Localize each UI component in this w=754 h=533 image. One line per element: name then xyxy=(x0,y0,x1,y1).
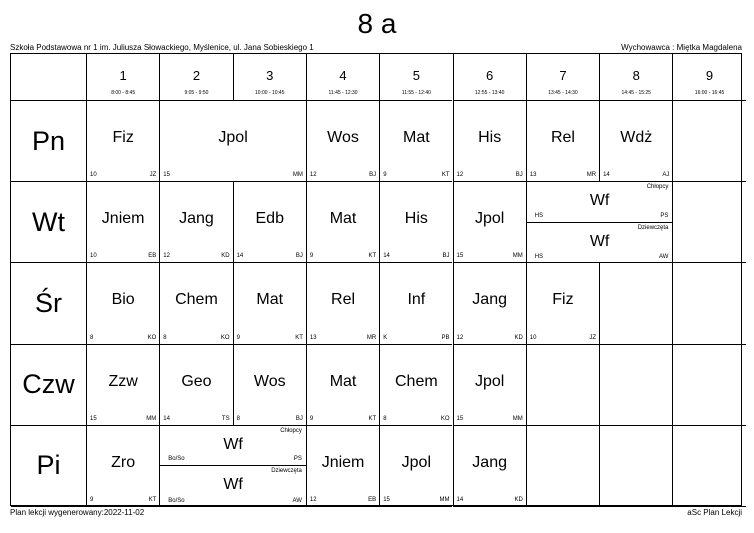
period-header xyxy=(306,54,379,101)
teacher-code: MR xyxy=(366,334,377,341)
group-name: Chłopcy xyxy=(280,427,302,434)
room: 9 xyxy=(383,172,387,179)
lesson-cell xyxy=(526,263,599,344)
group-name: Dziewczęta xyxy=(271,468,302,475)
period-number: 6 xyxy=(486,68,494,83)
room: 10 xyxy=(90,172,97,179)
teacher-code: MM xyxy=(512,415,523,422)
period-header xyxy=(159,54,232,101)
group-lesson xyxy=(527,182,673,223)
room: 8 xyxy=(236,415,240,422)
subject: Wf xyxy=(223,476,243,494)
corner-cell xyxy=(11,54,86,101)
period-time: 11:45 - 12:30 xyxy=(328,90,358,96)
teacher-code: KT xyxy=(148,496,157,503)
lesson-cell xyxy=(453,426,526,507)
subject: Jang xyxy=(472,291,507,309)
group-lesson xyxy=(160,426,306,467)
period-time: 12:55 - 13:40 xyxy=(474,90,505,96)
lesson-cell xyxy=(599,101,672,182)
empty-cell xyxy=(672,426,745,507)
empty-cell xyxy=(672,263,745,344)
room: Bo/So xyxy=(168,497,185,504)
lesson-cell xyxy=(306,263,379,344)
period-number: 3 xyxy=(266,68,274,83)
period-number: 9 xyxy=(705,68,714,83)
subject: Wf xyxy=(223,435,243,453)
teacher-code: KT xyxy=(441,172,450,179)
day-label: Czw xyxy=(11,345,86,426)
period-number: 4 xyxy=(339,68,347,83)
lesson-cell xyxy=(159,182,232,263)
empty-cell xyxy=(599,345,672,426)
class-title: 8 a xyxy=(357,8,397,39)
teacher-code: MM xyxy=(512,253,523,260)
room: 15 xyxy=(383,496,390,503)
room: 12 xyxy=(163,253,170,260)
subject: Mat xyxy=(329,372,357,390)
teacher-code: KT xyxy=(295,334,303,341)
software-credit: aSc Plan Lekcji xyxy=(687,508,742,517)
subject: Jpol xyxy=(474,210,505,228)
room: 9 xyxy=(309,415,314,422)
lesson-cell xyxy=(233,345,306,426)
room: 15 xyxy=(163,172,170,179)
period-time: 14:45 - 15:25 xyxy=(621,90,651,96)
room: 15 xyxy=(456,415,464,422)
teacher-code: KD xyxy=(514,334,523,341)
room: HS xyxy=(534,212,544,219)
period-header xyxy=(453,54,526,101)
subject: Chem xyxy=(394,372,438,390)
lesson-cell xyxy=(306,345,379,426)
teacher-code: AW xyxy=(292,497,302,504)
empty-cell xyxy=(672,182,745,263)
room: 13 xyxy=(529,172,537,179)
subject: Inf xyxy=(407,291,426,309)
lesson-cell xyxy=(86,345,159,426)
group-name: Chłopcy xyxy=(646,184,669,191)
lesson-cell xyxy=(159,345,232,426)
lesson-cell xyxy=(86,426,159,507)
room: 15 xyxy=(456,253,464,260)
teacher-code: BJ xyxy=(295,415,303,422)
lesson-cell xyxy=(379,345,452,426)
period-header xyxy=(672,54,745,101)
group-lesson xyxy=(160,466,306,507)
empty-cell xyxy=(599,426,672,507)
period-header xyxy=(526,54,599,101)
subject: Wos xyxy=(327,129,359,146)
subject: Wos xyxy=(253,372,286,390)
teacher-code: JZ xyxy=(149,172,157,179)
lesson-cell xyxy=(86,263,159,344)
teacher-code: MM xyxy=(292,172,303,179)
subject: Wf xyxy=(589,232,610,250)
lesson-cell xyxy=(306,182,379,263)
teacher-code: KD xyxy=(221,253,230,260)
period-header xyxy=(233,54,306,101)
teacher-code: BJ xyxy=(295,253,303,260)
lesson-cell xyxy=(379,263,452,344)
lesson-cell xyxy=(453,263,526,344)
lesson-cell xyxy=(526,182,673,263)
room: 13 xyxy=(309,334,317,341)
teacher-code: MR xyxy=(586,172,597,179)
lesson-cell xyxy=(379,426,452,507)
subject: Jniem xyxy=(101,210,145,228)
empty-cell xyxy=(526,345,599,426)
lesson-cell xyxy=(379,182,452,263)
lesson-cell xyxy=(453,101,526,182)
lesson-cell xyxy=(159,426,306,507)
subject: Jang xyxy=(472,453,507,471)
lesson-cell xyxy=(306,101,379,182)
day-label: Wt xyxy=(11,182,86,263)
period-number: 2 xyxy=(192,68,201,83)
homeroom-teacher: Wychowawca : Miętka Magdalena xyxy=(621,43,742,52)
teacher-code: BJ xyxy=(442,253,450,260)
room: 12 xyxy=(309,172,317,179)
lesson-cell xyxy=(159,263,232,344)
subject: Mat xyxy=(403,129,430,146)
subject: Chem xyxy=(175,291,218,309)
period-header xyxy=(379,54,452,101)
lesson-cell xyxy=(159,101,306,182)
group-name: Dziewczęta xyxy=(637,224,669,231)
lesson-cell xyxy=(86,182,159,263)
room: K xyxy=(383,334,388,341)
teacher-code: KT xyxy=(368,253,377,260)
teacher-code: EB xyxy=(148,253,157,260)
subject: Wdż xyxy=(620,129,653,146)
empty-cell xyxy=(672,101,745,182)
empty-cell xyxy=(672,345,745,426)
room: 12 xyxy=(456,172,464,179)
empty-cell xyxy=(526,426,599,507)
teacher-code: KD xyxy=(514,496,523,503)
room: 9 xyxy=(236,334,240,341)
period-number: 7 xyxy=(559,68,567,83)
teacher-code: MM xyxy=(439,496,450,503)
subject: Fiz xyxy=(112,129,134,146)
subject: Jniem xyxy=(321,453,365,471)
teacher-code: KT xyxy=(368,415,377,422)
room: 8 xyxy=(163,334,167,341)
subject: Mat xyxy=(256,291,284,309)
day-label: Pi xyxy=(11,426,86,507)
room: 9 xyxy=(309,253,314,260)
lesson-cell xyxy=(233,263,306,344)
lesson-cell xyxy=(379,101,452,182)
lesson-cell xyxy=(453,182,526,263)
room: 9 xyxy=(90,496,94,503)
room: 8 xyxy=(90,334,94,341)
period-number: 8 xyxy=(632,68,640,83)
teacher-code: BJ xyxy=(515,172,523,179)
period-header xyxy=(599,54,672,101)
room: 14 xyxy=(383,253,390,260)
room: 12 xyxy=(456,334,464,341)
subject: His xyxy=(478,129,502,146)
timetable-grid xyxy=(10,53,742,506)
teacher-code: BJ xyxy=(369,172,377,179)
room: 12 xyxy=(309,496,317,503)
period-number: 1 xyxy=(119,68,127,83)
lesson-cell xyxy=(306,426,379,507)
subject: Bio xyxy=(111,291,135,309)
teacher-code: KO xyxy=(440,415,450,422)
room: 15 xyxy=(90,415,97,422)
teacher-code: EB xyxy=(368,496,377,503)
teacher-code: PB xyxy=(441,334,450,341)
lesson-cell xyxy=(453,345,526,426)
period-time: 11:55 - 12:40 xyxy=(401,90,431,96)
subject: Jang xyxy=(179,210,214,228)
room: Bo/So xyxy=(168,456,185,463)
period-time: 13:45 - 14:30 xyxy=(548,90,578,96)
period-time: 10:00 - 10:45 xyxy=(255,90,285,96)
room: 14 xyxy=(236,253,244,260)
teacher-code: TS xyxy=(221,415,230,422)
generated-date: Plan lekcji wygenerowany:2022-11-02 xyxy=(10,508,145,517)
empty-cell xyxy=(599,263,672,344)
subject: Rel xyxy=(331,291,356,309)
school-name: Szkoła Podstawowa nr 1 im. Juliusza Słowackiego, Myślenice, ul. Jana Sobieskiego 1 xyxy=(10,43,314,52)
subject: Jpol xyxy=(218,129,248,146)
period-number: 5 xyxy=(412,68,420,83)
teacher-code: JZ xyxy=(589,334,597,341)
subject: Edb xyxy=(255,210,284,228)
teacher-code: PS xyxy=(660,212,669,219)
teacher-code: MM xyxy=(146,415,157,422)
subject: Rel xyxy=(550,129,575,146)
lesson-cell xyxy=(526,101,599,182)
room: 8 xyxy=(383,415,387,422)
room: HS xyxy=(534,254,544,261)
subject: His xyxy=(404,210,428,228)
group-lesson xyxy=(527,223,673,264)
period-time: 9:05 - 9:50 xyxy=(184,90,209,96)
day-label: Pn xyxy=(11,101,86,182)
subject: Wf xyxy=(589,192,610,210)
room: 14 xyxy=(456,496,464,503)
room: 10 xyxy=(90,253,97,260)
subject: Zro xyxy=(111,453,136,471)
teacher-code: AW xyxy=(658,254,669,261)
subject: Zzw xyxy=(108,372,138,390)
day-label: Śr xyxy=(11,263,86,344)
subject: Mat xyxy=(329,210,357,228)
teacher-code: AJ xyxy=(662,172,670,179)
subject: Jpol xyxy=(401,453,432,471)
teacher-code: KO xyxy=(220,334,230,341)
subject: Jpol xyxy=(474,372,505,390)
room: 10 xyxy=(529,334,537,341)
subject: Geo xyxy=(181,372,212,390)
lesson-cell xyxy=(233,182,306,263)
lesson-cell xyxy=(86,101,159,182)
teacher-code: PS xyxy=(293,456,302,463)
teacher-code: KO xyxy=(147,334,157,341)
room: 14 xyxy=(163,415,170,422)
subject: Fiz xyxy=(552,291,574,309)
period-time: 8:00 - 8:45 xyxy=(111,90,136,96)
period-time: 16:00 - 16:45 xyxy=(694,90,725,96)
period-header xyxy=(86,54,159,101)
room: 14 xyxy=(603,172,610,179)
